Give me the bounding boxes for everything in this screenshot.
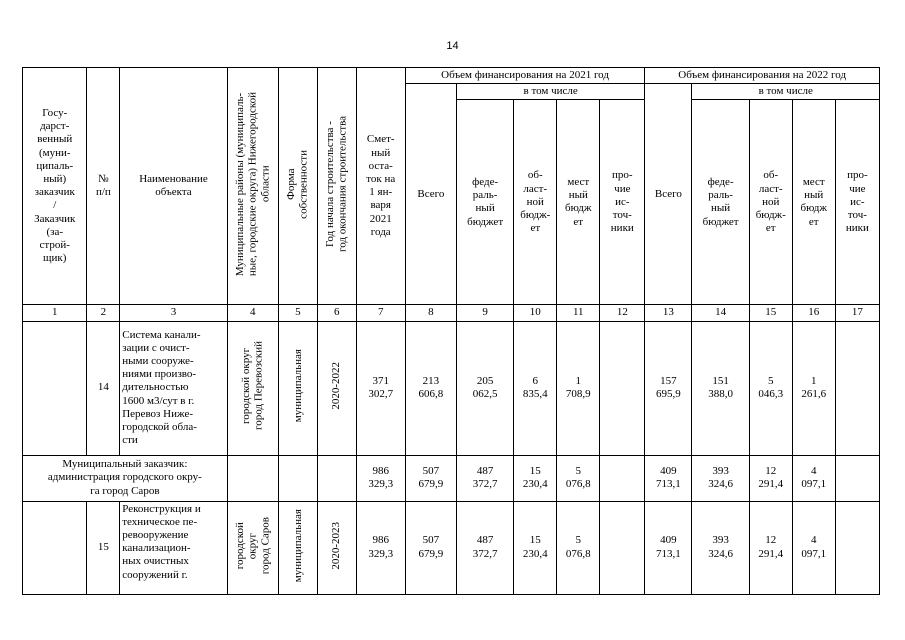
value-cell: 1 261,6	[792, 321, 835, 455]
value-cell: 487 372,7	[456, 455, 513, 501]
value-cell: 151 388,0	[692, 321, 749, 455]
value-cell	[835, 501, 879, 594]
value-cell: 213 606,8	[405, 321, 456, 455]
header-estimate: Смет- ный оста- ток на 1 ян- варя 2021 года	[356, 68, 405, 305]
value-cell: 5 076,8	[557, 501, 600, 594]
header-ownership-text: Форма собственности	[285, 149, 310, 219]
col-num: 10	[514, 305, 557, 321]
header-municipality	[227, 68, 278, 305]
col-num: 16	[792, 305, 835, 321]
header-num: № п/п	[87, 68, 120, 305]
col-num: 3	[120, 305, 227, 321]
municipality-cell	[227, 321, 278, 455]
value-cell: 409 713,1	[645, 455, 692, 501]
header-total-2022: Всего	[645, 84, 692, 305]
col-num: 6	[317, 305, 356, 321]
value-cell	[600, 321, 645, 455]
financing-table	[22, 67, 880, 595]
header-local-2022: мест ный бюдж ет	[792, 100, 835, 305]
header-federal-2022: феде- раль- ный бюджет	[692, 100, 749, 305]
value-cell: 1 708,9	[557, 321, 600, 455]
header-customer: Госу- дарст- венный (муни- ципаль- ный) заказчик / Заказчик (за- строй- щик)	[23, 68, 87, 305]
value-cell: 15 230,4	[514, 501, 557, 594]
ownership-cell	[278, 321, 317, 455]
value-cell: 4 097,1	[792, 455, 835, 501]
header-object-name: Наименование объекта	[120, 68, 227, 305]
col-num: 12	[600, 305, 645, 321]
header-row-1	[23, 68, 880, 84]
ownership-text: муниципальная	[291, 349, 304, 423]
col-num: 11	[557, 305, 600, 321]
col-num: 15	[749, 305, 792, 321]
header-local-2021: мест ный бюдж ет	[557, 100, 600, 305]
empty-cell	[278, 455, 317, 501]
municipality-text: городской округ город Саров	[233, 516, 272, 575]
header-regional-2022: об- ласт- ной бюдж- ет	[749, 100, 792, 305]
col-num: 7	[356, 305, 405, 321]
header-municipality-text: Муниципальные районы (муниципаль- ные, городские округа) Нижегородской области	[233, 92, 272, 277]
object-name: Система канали- зации с очист- ными сооруже- ниями произво- дительностью 1600 м3/сут в г. Перевоз Ниже- городской обла- сти	[120, 321, 227, 455]
col-num: 1	[23, 305, 87, 321]
value-cell: 12 291,4	[749, 501, 792, 594]
header-years	[317, 68, 356, 305]
empty-cell	[227, 455, 278, 501]
header-regional-2021: об- ласт- ной бюдж- ет	[514, 100, 557, 305]
value-cell: 6 835,4	[514, 321, 557, 455]
column-number-row	[23, 305, 880, 321]
header-other-2021: про- чие ис- точ- ники	[600, 100, 645, 305]
years-text: 2020-2023	[330, 521, 343, 570]
col-num: 9	[456, 305, 513, 321]
row-number: 15	[87, 501, 120, 594]
page-number: 14	[446, 40, 459, 52]
header-incl-2022: в том числе	[692, 84, 880, 100]
value-cell: 15 230,4	[514, 455, 557, 501]
value-cell	[835, 321, 879, 455]
value-cell	[600, 455, 645, 501]
value-cell: 157 695,9	[645, 321, 692, 455]
years-cell	[317, 501, 356, 594]
value-cell: 393 324,6	[692, 455, 749, 501]
header-fin-2021: Объем финансирования на 2021 год	[405, 68, 645, 84]
customer-cell	[23, 501, 87, 594]
value-cell: 487 372,7	[456, 501, 513, 594]
value-cell: 205 062,5	[456, 321, 513, 455]
header-years-text: Год начала строительства - год окончания строительства	[324, 116, 349, 253]
header-ownership	[278, 68, 317, 305]
ownership-cell	[278, 501, 317, 594]
table-row	[23, 321, 880, 455]
header-fin-2022: Объем финансирования на 2022 год	[645, 68, 880, 84]
col-num: 14	[692, 305, 749, 321]
years-cell	[317, 321, 356, 455]
col-num: 8	[405, 305, 456, 321]
col-num: 5	[278, 305, 317, 321]
col-num: 4	[227, 305, 278, 321]
value-cell	[600, 501, 645, 594]
col-num: 13	[645, 305, 692, 321]
empty-cell	[317, 455, 356, 501]
subtotal-row	[23, 455, 880, 501]
subtotal-label: Муниципальный заказчик: администрация городского окру- га город Саров	[23, 455, 228, 501]
value-cell: 371 302,7	[356, 321, 405, 455]
value-cell	[835, 455, 879, 501]
object-name: Реконструкция и техническое пе- ревооружение канализацион- ных очистных сооружений г.	[120, 501, 227, 594]
years-text: 2020-2022	[330, 362, 343, 410]
value-cell: 393 324,6	[692, 501, 749, 594]
row-number: 14	[87, 321, 120, 455]
municipality-cell	[227, 501, 278, 594]
customer-cell	[23, 321, 87, 455]
col-num: 17	[835, 305, 879, 321]
value-cell: 5 046,3	[749, 321, 792, 455]
header-incl-2021: в том числе	[456, 84, 644, 100]
value-cell: 507 679,9	[405, 501, 456, 594]
value-cell: 986 329,3	[356, 501, 405, 594]
value-cell: 986 329,3	[356, 455, 405, 501]
municipality-text: городской округ город Перевозский	[240, 341, 265, 431]
header-total-2021: Всего	[405, 84, 456, 305]
col-num: 2	[87, 305, 120, 321]
value-cell: 507 679,9	[405, 455, 456, 501]
header-federal-2021: феде- раль- ный бюджет	[456, 100, 513, 305]
header-other-2022: про- чие ис- точ- ники	[835, 100, 879, 305]
value-cell: 12 291,4	[749, 455, 792, 501]
value-cell: 5 076,8	[557, 455, 600, 501]
table-row	[23, 501, 880, 594]
value-cell: 4 097,1	[792, 501, 835, 594]
ownership-text: муниципальная	[291, 508, 304, 583]
value-cell: 409 713,1	[645, 501, 692, 594]
